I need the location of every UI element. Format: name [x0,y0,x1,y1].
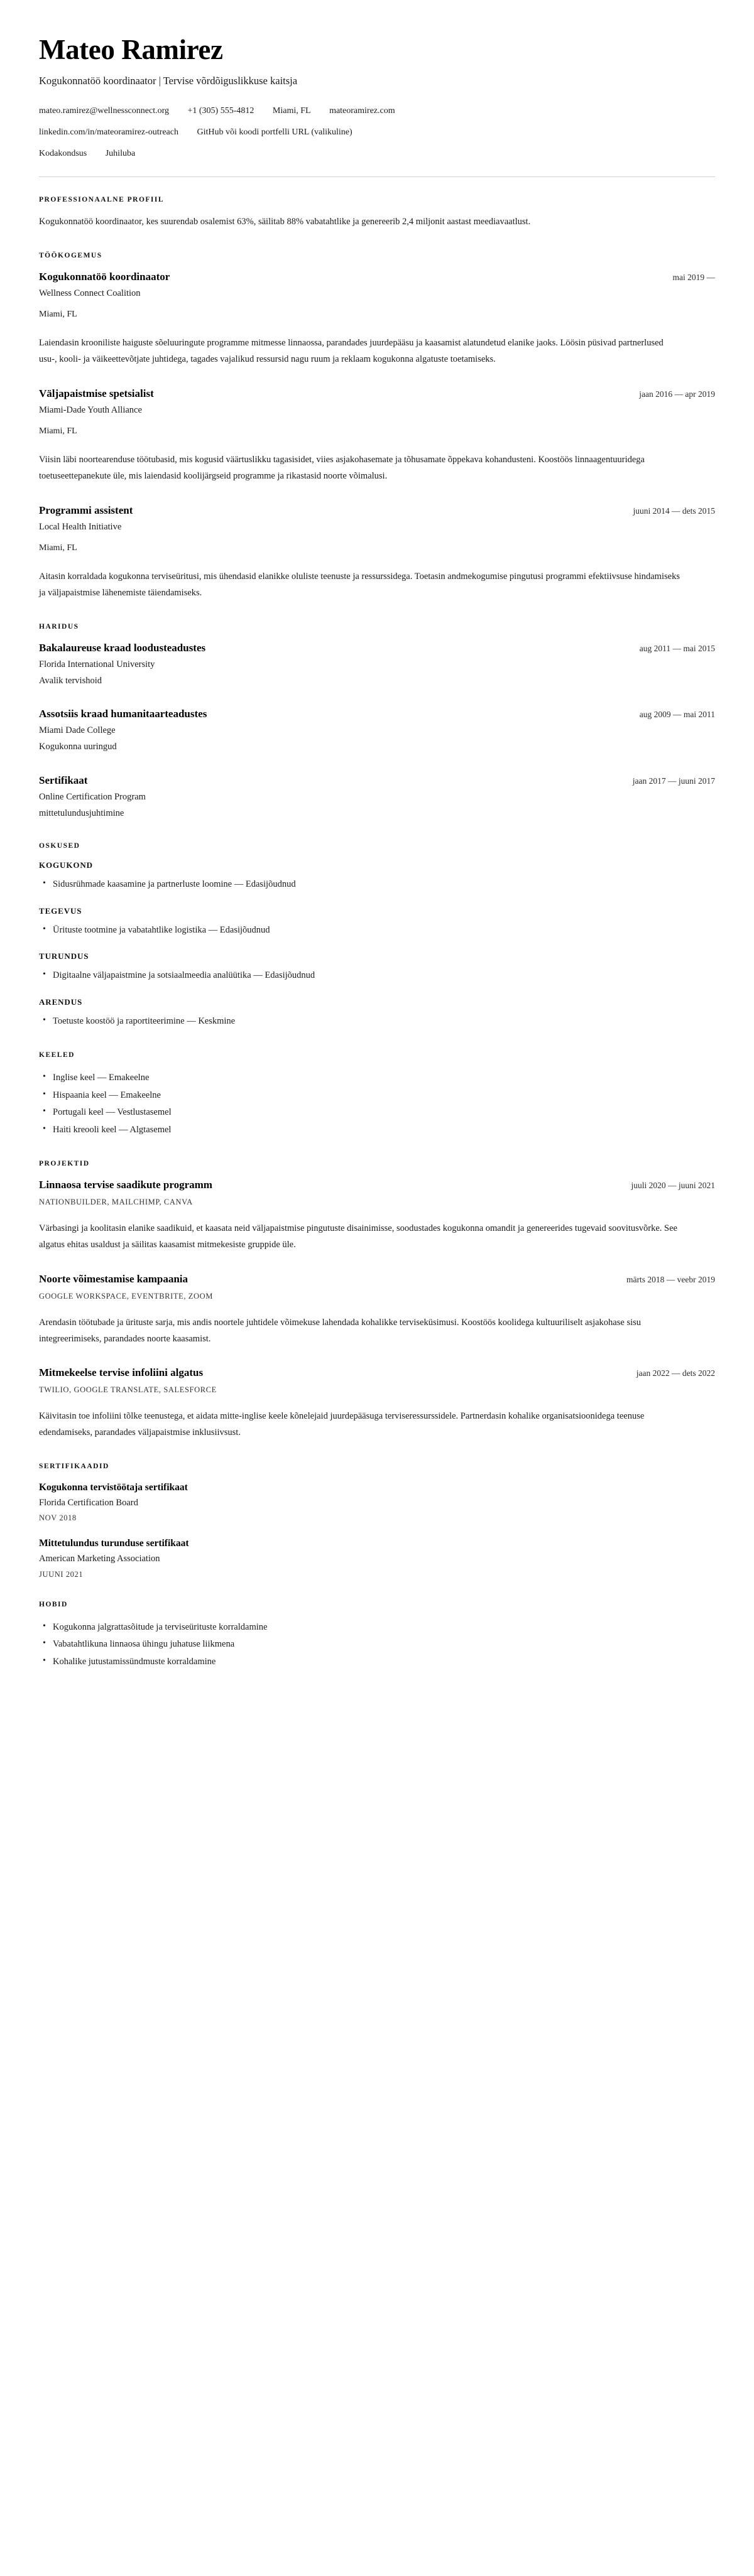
project-date: juuli 2020 — juuni 2021 [631,1181,715,1191]
project-name: Mitmekeelse tervise infoliini algatus [39,1366,204,1379]
section-certifications [39,1463,715,1579]
section-title-hobbies: HOBID [39,1600,68,1608]
education-field: Kogukonna uuringud [39,742,117,752]
experience-item [39,504,715,602]
project-description: Käivitasin toe infoliini tõlke teenustega, et aidata mitte-inglise keele kõnelejaid juurdepääsuga terviseressurssidele. Partnerdasin kohalike organisatsioonidega teenuse edendamiseks, parandades väljapaistmise inklusiivsust. [39,1411,645,1438]
section-projects [39,1160,715,1441]
skill-group [39,951,715,985]
education-date: aug 2009 — mai 2011 [639,710,715,720]
skill-category: KOGUKOND [39,860,93,870]
section-title-projects: PROJEKTID [39,1160,90,1168]
hobby-item: • Kohalike jutustamissündmuste korraldamine [39,1653,715,1671]
section-profile [39,196,715,230]
education-date: aug 2011 — mai 2015 [639,644,715,654]
contact-phone[interactable]: +1 (305) 555-4812 [187,106,254,116]
project-name: Noorte võimestamise kampaania [39,1272,188,1285]
contact-row-1 [39,104,715,117]
section-title-languages: KEELED [39,1051,75,1059]
education-school: Florida International University [39,659,155,669]
hobby-item: • Vabatahtlikuna linnaosa ühingu juhatuse liikmena [39,1636,715,1653]
education-item [39,774,715,821]
project-tech: NATIONBUILDER, MAILCHIMP, CANVA [39,1198,193,1207]
candidate-name: Mateo Ramirez [39,34,223,65]
contact-website[interactable]: mateoramirez.com [329,106,395,116]
certification-date: JUUNI 2021 [39,1569,84,1579]
section-title-experience: TÖÖKOGEMUS [39,251,102,259]
skill-list [39,967,715,985]
skill-list [39,922,715,939]
project-name: Linnaosa tervise saadikute programm [39,1179,212,1191]
education-school: Online Certification Program [39,791,146,802]
education-degree: Bakalaureuse kraad loodusteadustes [39,642,206,654]
section-title-certifications: SERTIFIKAADID [39,1462,109,1470]
experience-date: juuni 2014 — dets 2015 [633,506,715,516]
section-skills [39,842,715,1030]
certification-date: NOV 2018 [39,1513,77,1523]
certification-name: Kogukonna tervistöötaja sertifikaat [39,1481,188,1493]
skill-group [39,860,715,894]
experience-organization: Miami-Dade Youth Alliance [39,404,142,415]
section-title-skills: OSKUSED [39,842,80,850]
experience-location: Miami, FL [39,543,77,553]
section-title-education: HARIDUS [39,623,79,631]
section-experience [39,252,715,602]
skill-item: • Sidusrühmade kaasamine ja partnerluste loomine — Edasijõudnud [39,876,715,894]
certification-name: Mittetulundus turunduse sertifikaat [39,1538,189,1549]
header-divider [39,176,715,177]
education-item [39,641,715,688]
experience-head [39,504,715,518]
hobby-item: • Kogukonna jalgrattasõitude ja terviseürituste korraldamine [39,1619,715,1637]
skill-group [39,997,715,1031]
project-head [39,1178,715,1193]
education-date: jaan 2017 — juuni 2017 [632,776,715,786]
resume-header [39,35,715,160]
experience-date: mai 2019 — [672,272,715,282]
certification-item [39,1481,715,1523]
skill-item: • Digitaalne väljapaistmine ja sotsiaalmeedia analüütika — Edasijõudnud [39,967,715,985]
contact-linkedin[interactable]: linkedin.com/in/mateoramirez-outreach [39,127,178,138]
experience-item [39,270,715,368]
section-title-profile: PROFESSIONAALNE PROFIIL [39,196,165,204]
skill-group [39,906,715,939]
skill-category: ARENDUS [39,997,83,1007]
experience-item [39,387,715,485]
experience-organization: Local Health Initiative [39,521,122,532]
education-field: Avalik tervishoid [39,676,102,686]
experience-head [39,387,715,401]
skill-item: • Ürituste tootmine ja vabatahtlike logistika — Edasijõudnud [39,922,715,939]
project-head [39,1366,715,1380]
project-description: Arendasin töötubade ja ürituste sarja, mis andis noortele juhtidele võimekuse lahendada kohalikke terviseküsimusi. Koostöös koolidega kultuuriliselt asjakohase sisu integreerimiseks, parandades noorte kaasamist. [39,1317,642,1344]
experience-description: Laiendasin krooniliste haiguste sõeluuringute programme mitmesse linnaossa, parandades juurdepääsu ja kaasamist alatundetud elanike jaoks. Löösin püsivad partnerlused usu-, kooli- ja väikeettevõtjate juhtidega, tagades vajalikud ressursid nagu ruum ja reklaam kogukonna algatuste toetamiseks. [39,338,664,365]
project-tech: GOOGLE WORKSPACE, EVENTBRITE, ZOOM [39,1291,213,1301]
project-tech: TWILIO, GOOGLE TRANSLATE, SALESFORCE [39,1385,217,1395]
skill-category: TEGEVUS [39,906,82,916]
experience-location: Miami, FL [39,309,77,319]
contact-citizenship: Kodakondsus [39,149,87,159]
language-list [39,1069,715,1139]
experience-organization: Wellness Connect Coalition [39,288,141,298]
section-languages [39,1051,715,1139]
experience-description: Viisin läbi noortearenduse töötubasid, mis kogusid väärtuslikku tagasisidet, viies asjakohasemate ja tõhusamate õppekava kohandusteni. Koostöös linnaagentuuridega toetuseettepanekute üle, mis laiendasid koolijärgseid programme ja rikastasid noorte võimalusi. [39,455,645,482]
language-item: • Hispaania keel — Emakeelne [39,1087,715,1105]
hobby-list [39,1619,715,1671]
contact-row-2 [39,126,715,139]
experience-location: Miami, FL [39,426,77,436]
language-item: • Portugali keel — Vestlustasemel [39,1104,715,1122]
experience-head [39,270,715,284]
education-school: Miami Dade College [39,725,116,736]
education-degree: Sertifikaat [39,774,88,786]
skill-list [39,876,715,894]
certification-issuer: American Marketing Association [39,1554,160,1564]
skill-list [39,1013,715,1031]
education-item [39,707,715,754]
section-education [39,623,715,821]
language-item: • Haiti kreooli keel — Algtasemel [39,1122,715,1139]
candidate-headline: Kogukonnatöö koordinaator | Tervise võrdõiguslikkuse kaitsja [39,75,298,87]
contact-email[interactable]: mateo.ramirez@wellnessconnect.org [39,106,169,116]
project-date: märts 2018 — veebr 2019 [626,1274,715,1284]
experience-description: Aitasin korraldada kogukonna terviseüritusi, mis ühendasid elanikke oluliste teenuste ja ressurssidega. Toetasin andmekogumise pingutusi programmi efektiivsuse hindamiseks ja väljapaistmise lähenemiste täiendamiseks. [39,571,680,598]
profile-summary: Kogukonnatöö koordinaator, kes suurendab osalemist 63%, säilitab 88% vabatahtlike ja genereerib 2,4 miljonit aastast meediavaatlust. [39,217,531,227]
project-date: jaan 2022 — dets 2022 [636,1368,715,1378]
project-item [39,1272,715,1348]
project-head [39,1272,715,1287]
contact-location: Miami, FL [272,106,311,116]
language-item: • Inglise keel — Emakeelne [39,1069,715,1087]
education-head [39,707,715,722]
project-item [39,1178,715,1253]
experience-role: Programmi assistent [39,504,133,516]
contact-portfolio[interactable]: GitHub või koodi portfelli URL (valikuline) [197,127,352,138]
project-item [39,1366,715,1441]
education-head [39,774,715,788]
skill-category: TURUNDUS [39,951,89,961]
project-description: Värbasingi ja koolitasin elanike saadikuid, et kaasata neid väljapaistmise pingutuste disainimisse, soodustades kogukonna omandit ja genereerides tugevaid soovitusvõrke. See algatus ehitas usaldust ja säilitas kaasamist mitmekesiste gruppide üle. [39,1223,677,1250]
experience-date: jaan 2016 — apr 2019 [639,389,715,399]
contact-row-3 [39,147,715,160]
experience-role: Kogukonnatöö koordinaator [39,270,170,283]
experience-role: Väljapaistmise spetsialist [39,387,154,399]
education-head [39,641,715,656]
certification-issuer: Florida Certification Board [39,1497,138,1508]
certification-item [39,1537,715,1579]
education-field: mittetulundusjuhtimine [39,808,124,818]
skill-item: • Toetuste koostöö ja raportiteerimine — Keskmine [39,1013,715,1031]
section-hobbies [39,1601,715,1671]
education-degree: Assotsiis kraad humanitaarteadustes [39,708,207,720]
contact-drivers-license: Juhiluba [105,149,136,159]
